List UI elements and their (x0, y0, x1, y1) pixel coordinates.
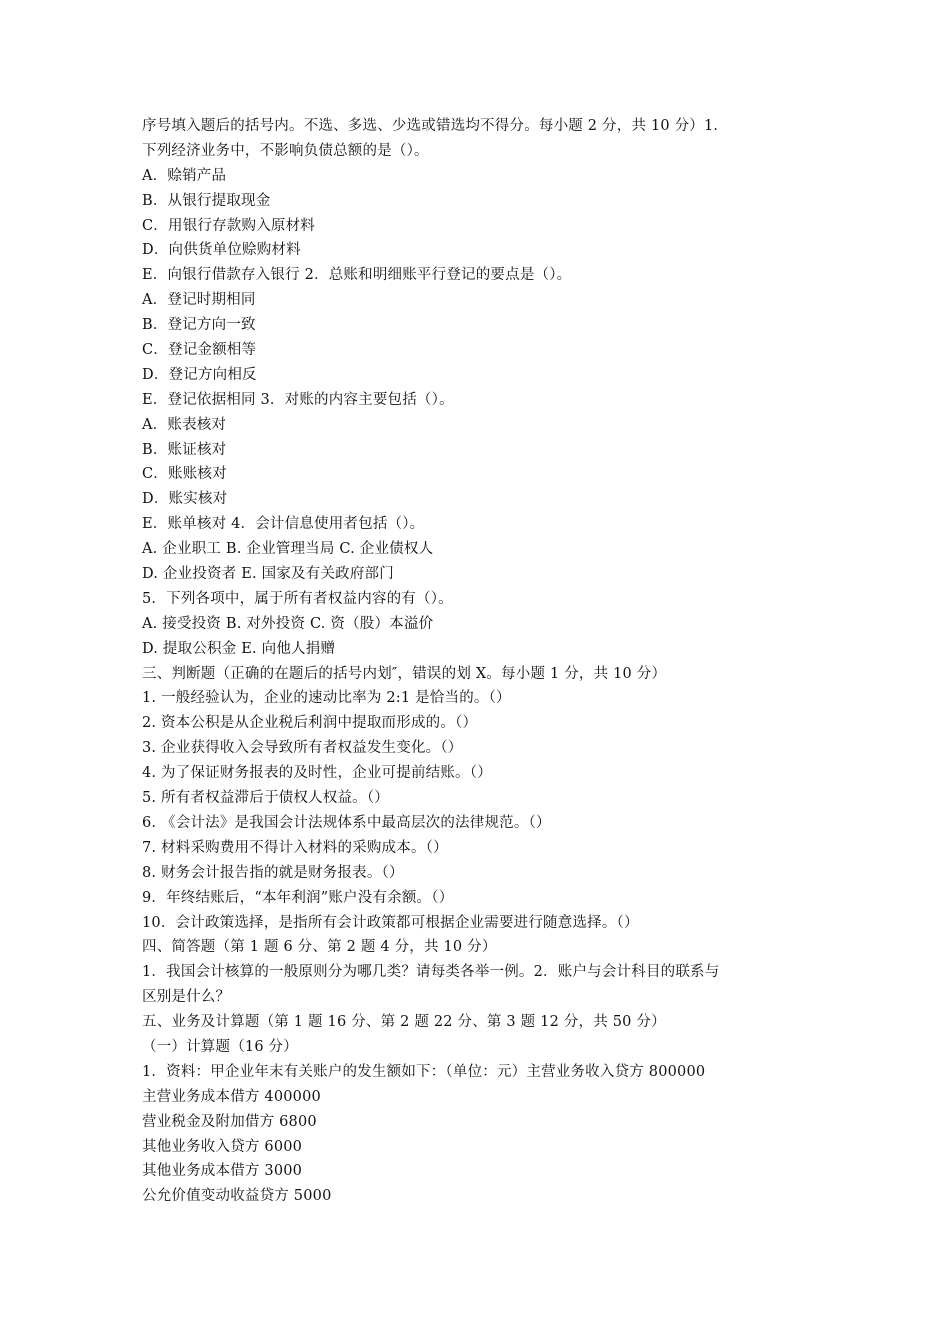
option-a: A．账表核对 (142, 416, 227, 433)
option-c: C．登记金额相等 (142, 342, 257, 359)
section-heading: 三、判断题（正确的在题后的括号内划″，错误的划 X。每小题 1 分，共 10 分） (142, 665, 667, 682)
account-entry: 公允价值变动收益贷方 5000 (142, 1188, 332, 1205)
true-false-item: 1. 一般经验认为，企业的速动比率为 2:1 是恰当的。（） (142, 690, 511, 707)
short-answer-item: 区别是什么？ (142, 989, 231, 1006)
option-e: E．登记依据相同 3．对账的内容主要包括（）。 (142, 391, 454, 408)
option-d: D．登记方向相反 (142, 366, 257, 383)
account-entry: 主营业务成本借方 400000 (142, 1088, 321, 1105)
true-false-item: 7. 材料采购费用不得计入材料的采购成本。（） (142, 839, 448, 856)
section-heading: 四、简答题（第 1 题 6 分、第 2 题 4 分，共 10 分） (142, 939, 497, 956)
true-false-item: 9．年终结账后，“本年利润”账户没有余额。（） (142, 889, 454, 906)
option-b: B．登记方向一致 (142, 317, 256, 334)
option-e: E．账单核对 4．会计信息使用者包括（）。 (142, 516, 425, 533)
true-false-item: 5. 所有者权益滞后于债权人权益。（） (142, 790, 389, 807)
question-stem: 下列经济业务中，不影响负债总额的是（）。 (142, 142, 429, 159)
true-false-item: 10．会计政策选择，是指所有会计政策都可根据企业需要进行随意选择。（） (142, 914, 639, 931)
true-false-item: 3. 企业获得收入会导致所有者权益发生变化。（） (142, 740, 463, 757)
options-line: D. 企业投资者 E. 国家及有关政府部门 (142, 566, 394, 583)
option-b: B．账证核对 (142, 441, 227, 458)
account-entry: 其他业务成本借方 3000 (142, 1163, 303, 1180)
question-stem: 5．下列各项中，属于所有者权益内容的有（）。 (142, 590, 453, 607)
option-c: C．账账核对 (142, 466, 227, 483)
options-line: A. 接受投资 B. 对外投资 C. 资（股）本溢价 (142, 615, 434, 632)
option-c: C．用银行存款购入原材料 (142, 217, 315, 234)
option-a: A．登记时期相同 (142, 292, 256, 309)
option-a: A．赊销产品 (142, 167, 227, 184)
options-line: A. 企业职工 B. 企业管理当局 C. 企业债权人 (142, 541, 434, 558)
true-false-item: 6. 《会计法》是我国会计法规体系中最高层次的法律规范。（） (142, 814, 551, 831)
option-d: D．向供货单位赊购材料 (142, 242, 301, 259)
text-line: 序号填入题后的括号内。不选、多选、少选或错选均不得分。每小题 2 分，共 10 分）1． (142, 118, 729, 134)
account-entry: 其他业务收入贷方 6000 (142, 1138, 303, 1155)
option-b: B．从银行提取现金 (142, 192, 271, 209)
short-answer-item: 1．我国会计核算的一般原则分为哪几类？请每类各举一例。2．账户与会计科目的联系与 (142, 964, 720, 981)
option-e: E．向银行借款存入银行 2．总账和明细账平行登记的要点是（）。 (142, 267, 572, 284)
calculation-item: 1．资料：甲企业年末有关账户的发生额如下：（单位：元）主营业务收入贷方 800000 (142, 1063, 706, 1080)
true-false-item: 2. 资本公积是从企业税后利润中提取而形成的。（） (142, 715, 478, 732)
account-entry: 营业税金及附加借方 6800 (142, 1113, 317, 1130)
document-page (142, 114, 814, 1209)
option-d: D．账实核对 (142, 491, 228, 508)
section-heading: 五、业务及计算题（第 1 题 16 分、第 2 题 22 分、第 3 题 12 分，共 50 分） (142, 1014, 666, 1031)
true-false-item: 8. 财务会计报告指的就是财务报表。（） (142, 864, 404, 881)
true-false-item: 4. 为了保证财务报表的及时性，企业可提前结账。（） (142, 765, 492, 782)
subsection-heading: （一）计算题（16 分） (142, 1038, 298, 1055)
options-line: D. 提取公积金 E. 向他人捐赠 (142, 640, 336, 657)
